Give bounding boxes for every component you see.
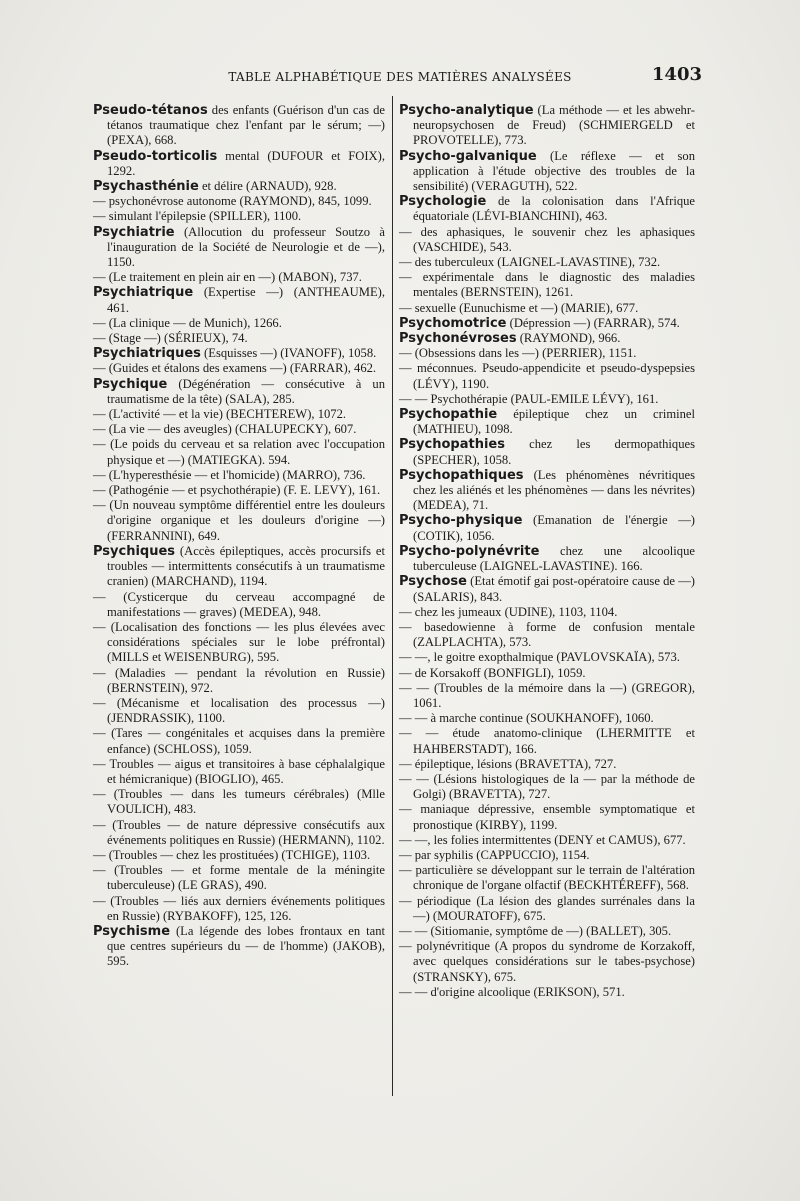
entry-text: (Les phénomènes névritiques chez les aliénés et les phénomènes — dans les névrites) (MEDEA), 71. [413,467,695,513]
index-subentry [93,620,385,666]
index-entry [399,574,695,604]
index-subentry [93,209,385,224]
index-entry [93,285,385,315]
index-subentry [399,270,695,300]
entry-headword: Psychisme [93,923,171,939]
entry-text: — (Troubles — dans les tumeurs cérébrales) (Mlle VOULICH), 483. [93,787,385,817]
entry-text: (RAYMOND), 966. [516,331,621,346]
index-entry [399,544,695,574]
index-subentry [399,711,695,726]
entry-text: — — à marche continue (SOUKHANOFF), 1060. [399,711,654,726]
index-entry [399,407,695,437]
entry-headword: Psychologie [399,194,487,210]
entry-text: — (Pathogénie — et psychothérapie) (F. E. LEVY), 161. [93,483,381,498]
entry-text: de la colonisation dans l'Afrique équatoriale (LÉVI-BIANCHINI), 463. [413,194,695,224]
index-entry [93,225,385,271]
entry-headword: Psychiques [93,543,176,559]
index-subentry [399,255,695,270]
entry-text: (Accès épileptiques, accès procursifs et troubles — intermittents consécutifs à un traumatisme cranien) (MARCHAND), 1194. [107,543,385,589]
entry-text: mental (DUFOUR et FOIX), 1292. [107,148,385,178]
entry-text: — épileptique, lésions (BRAVETTA), 727. [399,756,617,771]
entry-text: — (La vie — des aveugles) (CHALUPECKY), 607. [93,422,357,437]
entry-text: — (Le poids du cerveau et sa relation avec l'occupation physique et —) (MATIEGKA). 594. [93,437,385,467]
entry-headword: Psychopathiques [399,467,524,483]
entry-text: (Emanation de l'énergie —) (COTIK), 1056. [413,513,695,543]
index-subentry [93,361,385,376]
index-subentry [399,681,695,711]
index-subentry [93,194,385,209]
entry-text: chez les dermopathiques (SPECHER), 1058. [413,437,695,467]
entry-text: — (Troubles — liés aux derniers événements politiques en Russie) (RYBAKOFF), 125, 126. [93,893,385,923]
entry-text: — expérimentale dans le diagnostic des maladies mentales (BERNSTEIN), 1261. [399,270,695,300]
index-entry [93,179,385,194]
index-subentry [93,757,385,787]
page-number: 1403 [651,64,702,85]
entry-text: — (Localisation des fonctions — les plus élevées avec considérations spéciales sur le lobe préfrontal) (MILLS et WEISENBURG), 595. [93,619,385,665]
entry-headword: Psychopathie [399,407,498,423]
entry-headword: Psychonévroses [399,331,517,347]
index-subentry [399,939,695,985]
entry-headword: Pseudo-tétanos [93,103,208,118]
entry-text: (Le réflexe — et son application à l'étude objective des troubles de la sensibilité) (VERAGUTH), 522. [413,148,695,194]
entry-text: — (Stage —) (SÉRIEUX), 74. [93,331,248,346]
index-subentry [93,590,385,620]
column-divider [392,96,393,1096]
entry-text: (Esquisses —) (IVANOFF), 1058. [200,346,377,361]
index-entry [93,149,385,179]
index-subentry [399,225,695,255]
index-entry [399,437,695,467]
entry-text: — (Maladies — pendant la révolution en Russie) (BERNSTEIN), 972. [93,665,385,695]
index-subentry [93,407,385,422]
index-subentry [93,331,385,346]
index-subentry [93,422,385,437]
index-entry [93,544,385,590]
index-entry [93,924,385,970]
entry-text: (Expertise —) (ANTHEAUME), 461. [107,285,385,315]
index-subentry [93,863,385,893]
entry-headword: Psychiatrique [93,285,194,301]
entry-headword: Psychiatriques [93,346,201,362]
entry-headword: Psychose [399,574,467,590]
entry-headword: Psychique [93,376,168,392]
index-subentry [93,848,385,863]
index-subentry [93,818,385,848]
entry-text: chez une alcoolique tuberculeuse (LAIGNEL-LAVASTINE). 166. [413,543,695,574]
index-subentry [399,802,695,832]
index-entry [399,513,695,543]
entry-text: (Dégénération — consécutive à un traumatisme de la tête) (SALA), 285. [107,376,385,406]
entry-text: — (Un nouveau symptôme différentiel entre les douleurs d'origine organique et les douleurs d'origine —) (FERRANNINI), 649. [93,498,385,543]
entry-text: — —, le goitre exopthalmique (PAVLOVSKAÏA), 573. [399,650,680,665]
index-entry [399,194,695,224]
entry-headword: Psycho-polynévrite [399,543,540,559]
entry-text: — (Mécanisme et localisation des processus —) (JENDRASSIK), 1100. [93,695,385,726]
entry-headword: Psycho-galvanique [399,148,537,164]
entry-headword: Psychopathies [399,437,505,453]
index-subentry [399,726,695,756]
left-column [93,103,385,970]
entry-text: — polynévritique (A propos du syndrome de Korzakoff, avec quelques considérations sur le tabes-psychose) (STRANSKY), 675. [399,939,695,984]
entry-text: — simulant l'épilepsie (SPILLER), 1100. [93,209,302,224]
index-subentry [93,483,385,498]
index-entry [399,149,695,195]
entry-text: — — (Lésions histologiques de la — par la méthode de Golgi) (BRAVETTA), 727. [399,771,695,802]
index-subentry [399,833,695,848]
entry-text: (La méthode — et les abwehr-neuropsychosen de Freud) (SCHMIERGELD et PROVOTELLE), 773. [413,103,695,148]
running-head: TABLE ALPHABÉTIQUE DES MATIÈRES ANALYSÉES [228,70,572,84]
entry-text: — des aphasiques, le souvenir chez les aphasiques (VASCHIDE), 543. [399,224,695,254]
entry-text: — (L'activité — et la vie) (BECHTEREW), 1072. [93,407,347,422]
entry-text: — basedowienne à forme de confusion mentale (ZALPLACHTA), 573. [399,619,695,650]
entry-text: — sexuelle (Eunuchisme et —) (MARIE), 677. [399,300,639,315]
index-subentry [93,696,385,726]
entry-text: — — d'origine alcoolique (ERIKSON), 571. [399,984,625,999]
entry-text: — (Troubles — de nature dépressive consécutifs aux événements politiques en Russie) (HERMANN), 1102. [93,817,385,847]
entry-text: — —, les folies intermittentes (DENY et CAMUS), 677. [399,832,686,847]
index-subentry [399,894,695,924]
index-subentry [399,666,695,681]
entry-text: — psychonévrose autonome (RAYMOND), 845, 1099. [93,194,372,209]
index-subentry [399,361,695,391]
index-subentry [399,863,695,893]
entry-text: — — (Sitiomanie, symptôme de —) (BALLET), 305. [399,923,672,938]
index-subentry [399,848,695,863]
entry-text: des enfants (Guérison d'un cas de tétanos traumatique chez l'enfant par le sérum; —) (PEXA), 668. [107,103,385,148]
index-subentry [93,270,385,285]
index-subentry [399,924,695,939]
index-subentry [399,301,695,316]
entry-text: — (Tares — congénitales et acquises dans la première enfance) (SCHLOSS), 1059. [93,726,385,756]
index-entry [93,103,385,149]
index-entry [399,316,695,331]
entry-text: et délire (ARNAUD), 928. [198,179,337,194]
entry-text: — méconnues. Pseudo-appendicite et pseudo-dyspepsies (LÉVY), 1190. [399,361,695,391]
index-entry [399,468,695,514]
index-subentry [399,605,695,620]
index-subentry [399,346,695,361]
index-subentry [93,437,385,467]
index-entry [399,103,695,149]
page-header [0,64,800,88]
entry-headword: Psychiatrie [93,224,175,240]
entry-text: — (Troubles — et forme mentale de la méningite tuberculeuse) (LE GRAS), 490. [93,863,385,893]
index-subentry [93,468,385,483]
index-subentry [93,787,385,817]
entry-text: — — (Troubles de la mémoire dans la —) (GREGOR), 1061. [399,680,695,710]
entry-text: épileptique chez un criminel (MATHIEU), 1098. [413,407,695,437]
index-subentry [399,757,695,772]
entry-text: — Troubles — aigus et transitoires à base céphalalgique et hémicranique) (BIOGLIO), 465. [93,756,385,786]
right-column [399,103,695,1000]
entry-text: — (Troubles — chez les prostituées) (TCHIGE), 1103. [93,847,371,862]
entry-headword: Psycho-analytique [399,103,534,118]
entry-text: — particulière se développant sur le terrain de l'altération chronique de l'organe olfactif (BECKHTÉREFF), 568. [399,863,695,893]
entry-text: — (L'hyperesthésie — et l'homicide) (MARRO), 736. [93,467,366,482]
entry-text: — (Cysticerque du cerveau accompagné de manifestations — graves) (MEDEA), 948. [93,589,385,619]
index-entry [93,346,385,361]
entry-text: — de Korsakoff (BONFIGLI), 1059. [399,665,586,680]
entry-text: — — étude anatomo-clinique (LHERMITTE et HAHBERSTADT), 166. [399,726,695,756]
index-entry [399,331,695,346]
entry-text: — chez les jumeaux (UDINE), 1103, 1104. [399,604,618,619]
entry-text: — (Guides et étalons des examens —) (FARRAR), 462. [93,361,377,376]
index-subentry [399,985,695,1000]
index-entry [93,377,385,407]
index-subentry [399,620,695,650]
index-subentry [399,772,695,802]
entry-text: — par syphilis (CAPPUCCIO), 1154. [399,847,590,862]
entry-headword: Pseudo-torticolis [93,148,218,164]
entry-text: — (La clinique — de Munich), 1266. [93,315,282,330]
index-subentry [399,650,695,665]
index-subentry [93,498,385,544]
entry-text: — (Obsessions dans les —) (PERRIER), 1151. [399,346,637,361]
entry-text: (Allocution du professeur Soutzo à l'inauguration de la Société de Neurologie et de —), 1150. [107,224,385,270]
entry-text: — — Psychothérapie (PAUL-EMILE LÉVY), 161. [399,391,659,406]
entry-headword: Psychomotrice [399,315,507,331]
entry-text: — périodique (La lésion des glandes surrénales dans la —) (MOURATOFF), 675. [399,893,695,923]
index-subentry [93,666,385,696]
entry-text: (La légende des lobes frontaux en tant que centres supérieurs du — de l'homme) (JAKOB), 595. [107,923,385,969]
entry-text: — (Le traitement en plein air en —) (MABON), 737. [93,270,362,285]
entry-text: — des tuberculeux (LAIGNEL-LAVASTINE), 732. [399,255,661,270]
entry-text: — maniaque dépressive, ensemble symptomatique et pronostique (KIRBY), 1199. [399,802,695,832]
entry-headword: Psycho-physique [399,513,523,529]
index-subentry [93,726,385,756]
index-subentry [93,316,385,331]
index-subentry [399,392,695,407]
entry-headword: Psychasthénie [93,179,199,195]
entry-text: (Etat émotif gai post-opératoire cause de —) (SALARIS), 843. [413,574,695,604]
entry-text: (Dépression —) (FARRAR), 574. [506,315,680,330]
index-subentry [93,894,385,924]
